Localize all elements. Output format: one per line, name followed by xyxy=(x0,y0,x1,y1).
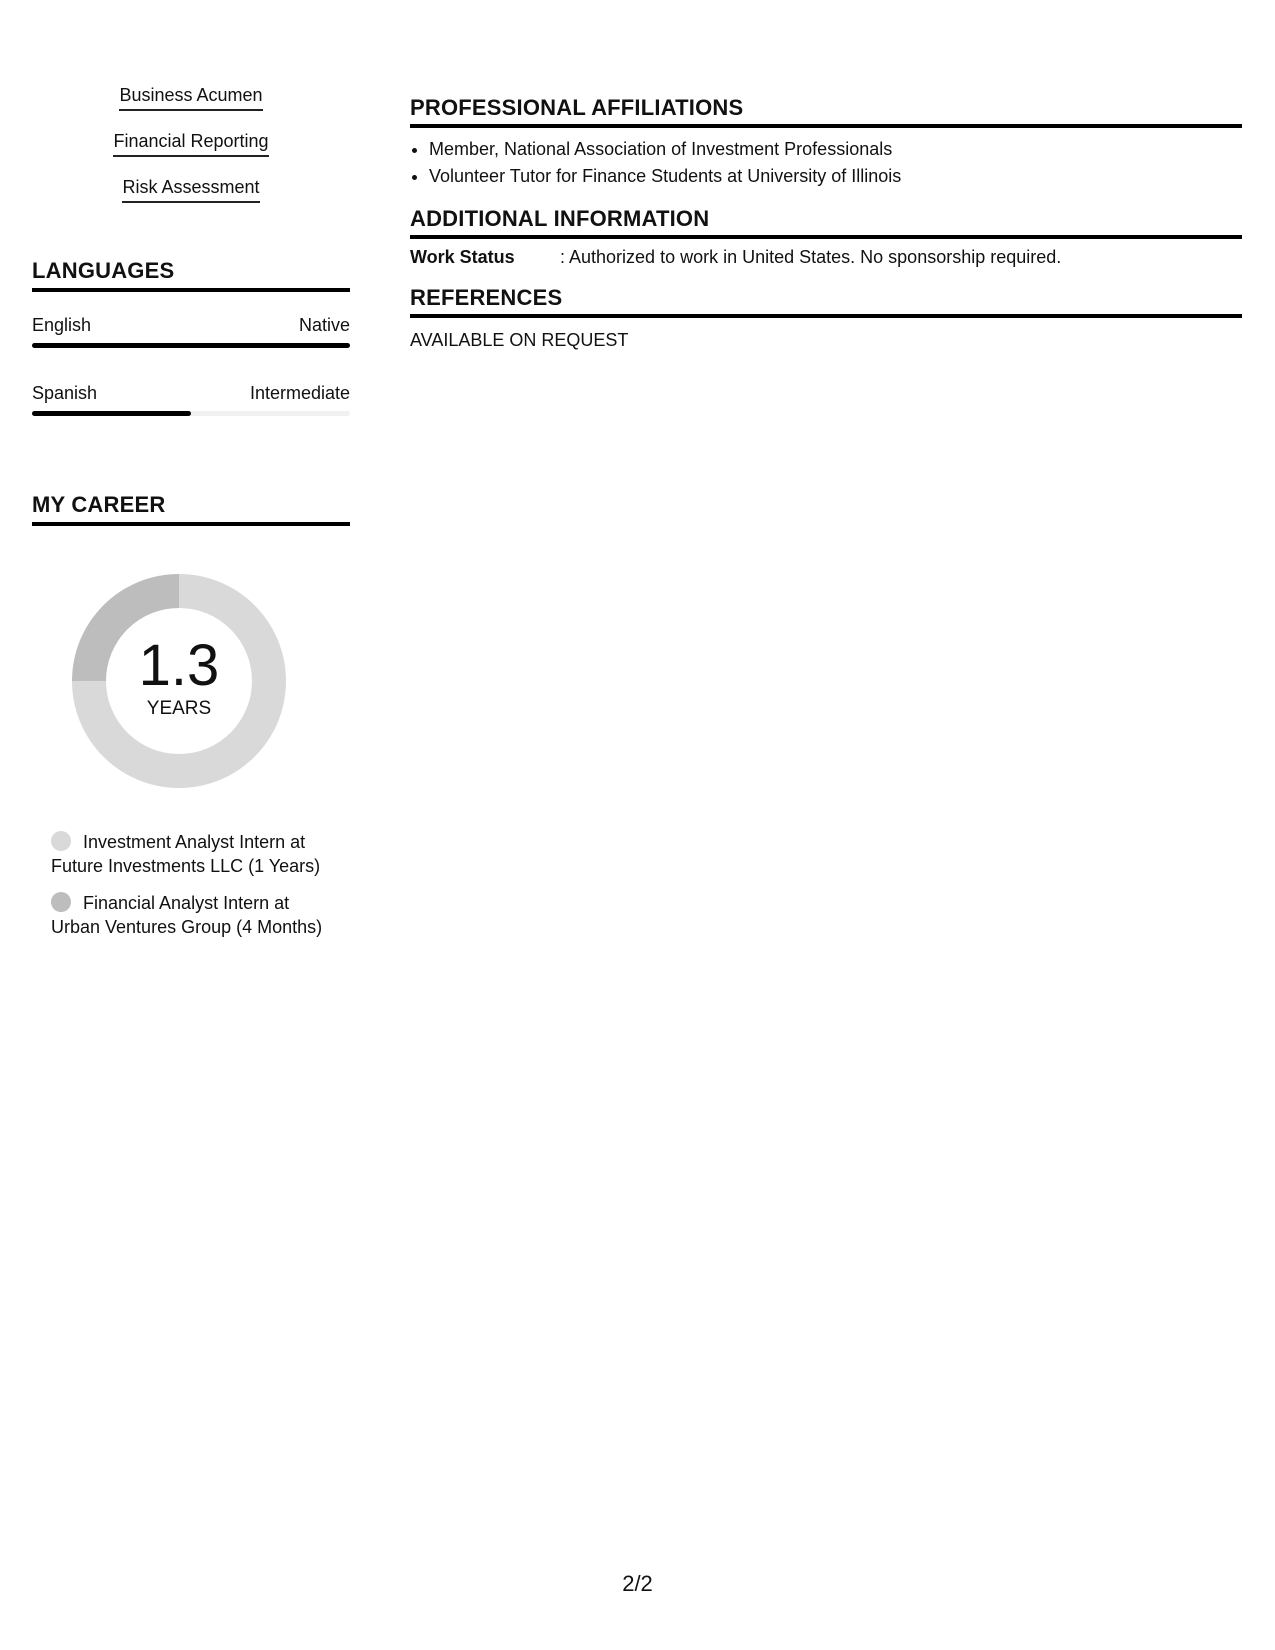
additional-info-heading: ADDITIONAL INFORMATION xyxy=(410,206,1242,239)
languages-heading: LANGUAGES xyxy=(32,258,350,292)
legend-dot-icon xyxy=(51,831,71,851)
references-text: AVAILABLE ON REQUEST xyxy=(410,330,629,350)
language-item xyxy=(32,314,350,348)
language-proficiency-bar xyxy=(32,343,350,348)
language-level: Native xyxy=(298,315,350,335)
references-section xyxy=(410,285,1242,352)
work-status-row xyxy=(410,245,1242,269)
affiliations-heading: PROFESSIONAL AFFILIATIONS xyxy=(410,95,1242,128)
language-proficiency-bar xyxy=(32,411,350,416)
work-status-value: : Authorized to work in United States. No sponsorship required. xyxy=(560,247,1062,267)
affiliations-section xyxy=(410,95,1242,190)
donut-center xyxy=(66,568,292,794)
page-number: 2/2 xyxy=(622,1571,653,1596)
affiliation-item: • Member, National Association of Investment Professionals xyxy=(429,136,1242,163)
legend-dot-icon xyxy=(51,892,71,912)
additional-info-section xyxy=(410,206,1242,269)
skills-list xyxy=(32,84,350,222)
language-level: Intermediate xyxy=(249,383,350,403)
career-section xyxy=(32,492,350,939)
affiliation-item: • Volunteer Tutor for Finance Students at University of Illinois xyxy=(429,163,1242,190)
career-legend-item xyxy=(51,830,326,878)
language-name: English xyxy=(32,315,92,335)
career-total-unit: YEARS xyxy=(146,698,212,719)
work-status-label: Work Status xyxy=(410,247,515,267)
skill-tag: Financial Reporting xyxy=(113,130,268,157)
left-column xyxy=(32,84,350,952)
career-legend-item xyxy=(51,891,326,939)
language-name: Spanish xyxy=(32,383,98,403)
language-proficiency-fill xyxy=(32,343,350,348)
languages-section xyxy=(32,258,350,416)
right-column xyxy=(410,95,1242,368)
career-legend-label: Investment Analyst Intern at Future Investments LLC (1 Years) xyxy=(51,832,321,876)
career-heading: MY CAREER xyxy=(32,492,350,526)
career-total-years: 1.3 xyxy=(138,633,220,698)
skill-tag: Risk Assessment xyxy=(122,176,259,203)
language-proficiency-fill xyxy=(32,411,191,416)
affiliations-list xyxy=(410,136,1242,190)
skill-tag: Business Acumen xyxy=(119,84,262,111)
career-legend xyxy=(51,830,326,939)
references-heading: REFERENCES xyxy=(410,285,1242,318)
career-legend-label: Financial Analyst Intern at Urban Ventures Group (4 Months) xyxy=(51,893,323,937)
career-donut-chart xyxy=(66,568,292,794)
language-item xyxy=(32,382,350,416)
